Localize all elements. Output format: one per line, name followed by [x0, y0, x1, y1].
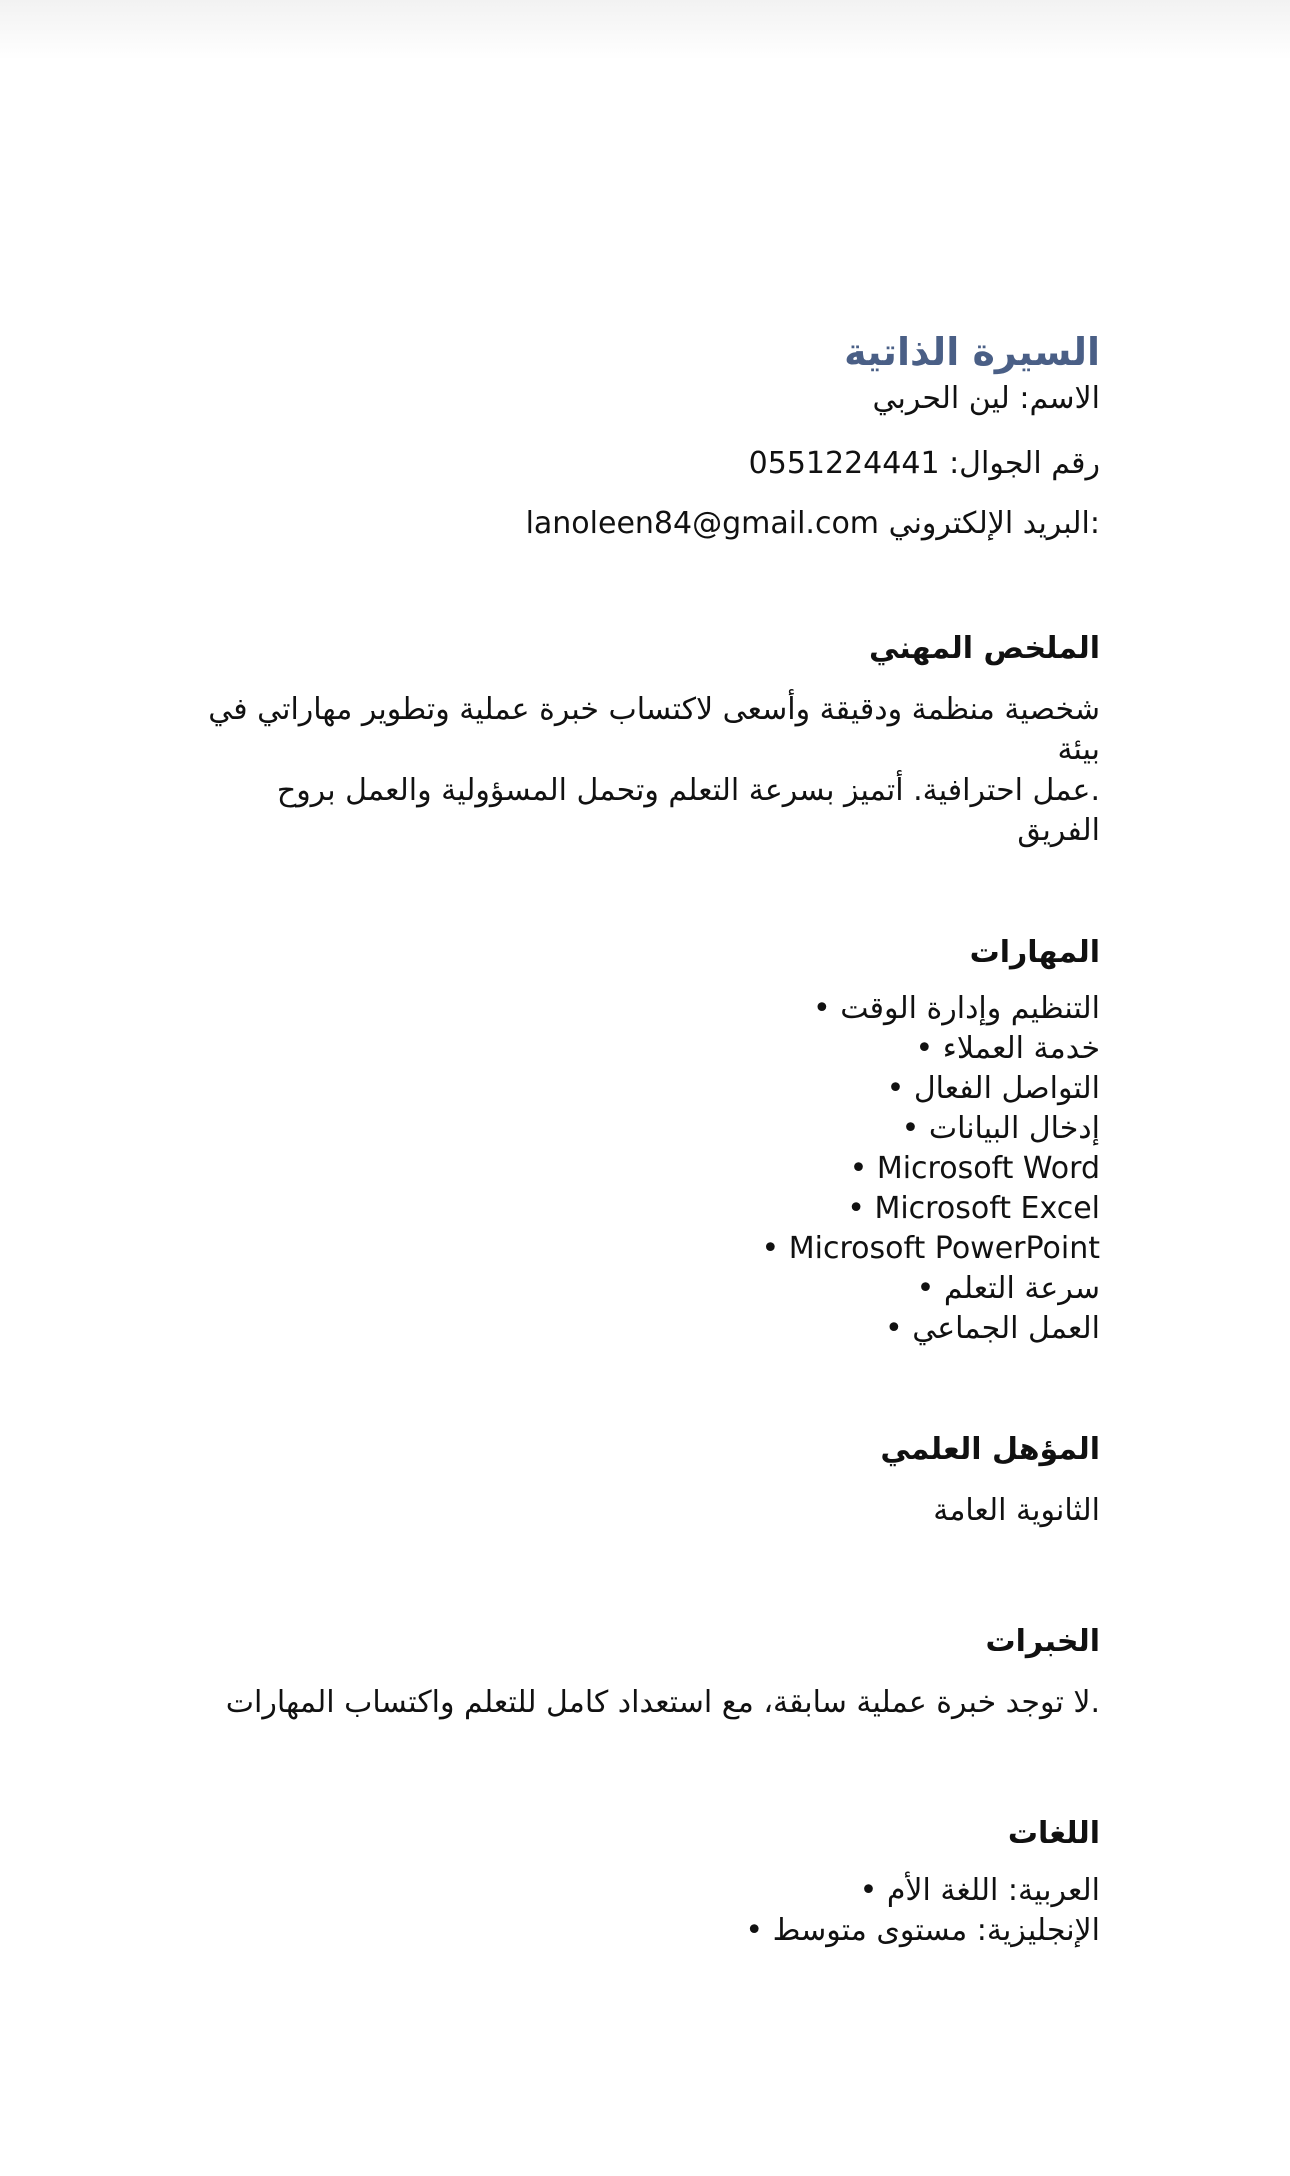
- skill-item: [200, 1189, 1100, 1229]
- skill-item-text: • Microsoft Excel: [847, 1191, 1100, 1227]
- email-label: :البريد الإلكتروني: [888, 505, 1100, 541]
- language-item: الإنجليزية: مستوى متوسط •: [745, 1912, 1100, 1948]
- skill-item: العمل الجماعي •: [884, 1311, 1100, 1347]
- skill-item: [200, 1149, 1100, 1189]
- contact-email: [200, 505, 1100, 543]
- contact-phone: [200, 445, 1100, 483]
- language-item: العربية: اللغة الأم •: [859, 1872, 1100, 1908]
- skill-item-text: • Microsoft Word: [849, 1151, 1100, 1187]
- languages-heading: اللغات: [1007, 1816, 1100, 1852]
- summary-line-2: .عمل احترافية. أتميز بسرعة التعلم وتحمل المسؤولية والعمل بروح الفريق: [276, 772, 1100, 849]
- phone-label: رقم الجوال:: [949, 446, 1100, 482]
- email-value: lanoleen84@gmail.com: [525, 505, 880, 541]
- languages-list: [200, 1871, 1100, 1951]
- summary-text: [200, 690, 1100, 852]
- education-heading: المؤهل العلمي: [880, 1432, 1100, 1468]
- page-top-shade: [0, 0, 1290, 60]
- contact-name: الاسم: لين الحربي: [872, 380, 1100, 416]
- skills-heading: المهارات: [969, 934, 1100, 970]
- summary-heading: الملخص المهني: [869, 631, 1100, 667]
- experience-value: .لا توجد خبرة عملية سابقة، مع استعداد كامل للتعلم واكتساب المهارات: [225, 1684, 1100, 1720]
- skill-item: إدخال البيانات •: [901, 1111, 1100, 1147]
- education-value: الثانوية العامة: [933, 1492, 1100, 1528]
- skill-item-text: • Microsoft PowerPoint: [761, 1231, 1100, 1267]
- skill-item: سرعة التعلم •: [916, 1271, 1100, 1307]
- skill-item: التنظيم وإدارة الوقت •: [812, 991, 1100, 1027]
- skill-item: التواصل الفعال •: [886, 1071, 1100, 1107]
- phone-value: 0551224441: [748, 446, 940, 482]
- summary-line-1: شخصية منظمة ودقيقة وأسعى لاكتساب خبرة عملية وتطوير مهاراتي في بيئة: [208, 691, 1100, 768]
- experience-heading: الخبرات: [985, 1624, 1100, 1660]
- skill-item: [200, 1229, 1100, 1269]
- cv-document: [200, 330, 1100, 1951]
- skill-item: خدمة العملاء •: [915, 1031, 1100, 1067]
- skills-list: [200, 989, 1100, 1349]
- document-title: السيرة الذاتية: [844, 330, 1100, 374]
